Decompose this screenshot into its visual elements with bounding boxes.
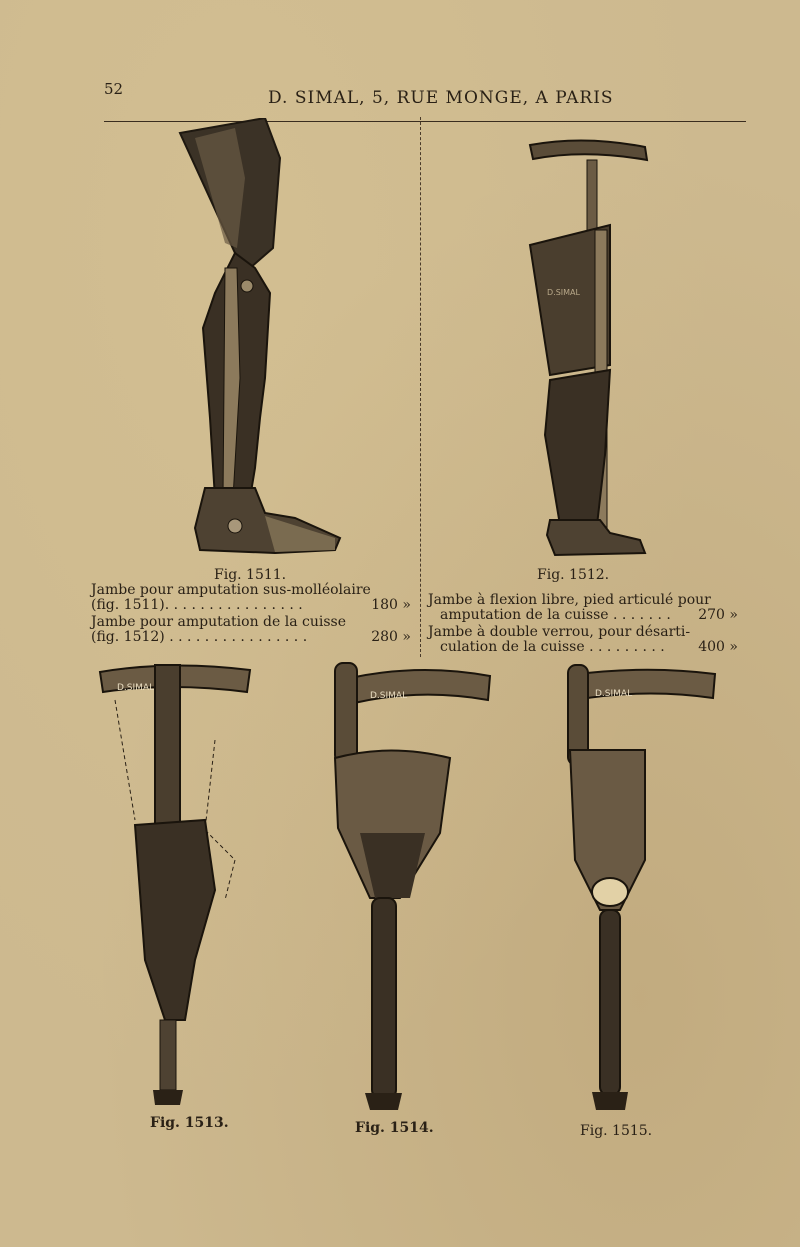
prosthetic-peg-illustration-1515: [560, 660, 720, 1115]
price-mark: »: [402, 629, 411, 645]
brand-stamp-1513: D.SIMAL: [117, 683, 155, 693]
column-divider: [420, 117, 421, 657]
price-item-flexion: [428, 593, 738, 623]
page-header-title: D. SIMAL, 5, RUE MONGE, A PARIS: [268, 88, 614, 108]
price-mark: »: [402, 597, 411, 613]
item-price: 400: [698, 639, 725, 655]
price-item-1511: [91, 583, 411, 613]
item-price: 280: [371, 629, 398, 645]
price-mark: »: [729, 639, 738, 655]
prosthetic-leg-illustration-1511: [175, 118, 345, 563]
prosthetic-peg-illustration-1513: [95, 660, 255, 1110]
price-item-double-verrou: [428, 625, 738, 655]
prosthetic-peg-illustration-1514: [330, 658, 495, 1113]
prosthetic-leg-illustration-1512: [525, 135, 655, 560]
item-reference: amputation de la cuisse . . . . . . .: [440, 607, 671, 623]
page-number: 52: [104, 80, 124, 98]
brand-stamp-1515: D.SIMAL: [595, 689, 633, 699]
item-reference: (fig. 1511). . . . . . . . . . . . . . . .: [91, 597, 303, 613]
price-item-1512: [91, 615, 411, 645]
price-mark: »: [729, 607, 738, 623]
item-description: Jambe pour amputation de la cuisse: [91, 614, 347, 630]
item-price: 180: [371, 597, 398, 613]
item-description: Jambe à flexion libre, pied articulé pour: [428, 592, 711, 608]
figure-caption-1514: Fig. 1514.: [355, 1120, 434, 1136]
item-reference: culation de la cuisse . . . . . . . . .: [440, 639, 665, 655]
figure-caption-1515: Fig. 1515.: [580, 1123, 653, 1139]
item-description: Jambe à double verrou, pour désarti-: [428, 624, 691, 640]
brand-stamp-1512: D.SIMAL: [547, 288, 580, 297]
figure-caption-1511: Fig. 1511.: [214, 567, 287, 583]
item-description: Jambe pour amputation sus-molléolaire: [91, 582, 371, 598]
item-price: 270: [698, 607, 725, 623]
item-reference: (fig. 1512) . . . . . . . . . . . . . . . .: [91, 629, 308, 645]
brand-stamp-1514: D.SIMAL: [370, 691, 408, 701]
figure-caption-1512: Fig. 1512.: [537, 567, 610, 583]
figure-caption-1513: Fig. 1513.: [150, 1115, 229, 1131]
